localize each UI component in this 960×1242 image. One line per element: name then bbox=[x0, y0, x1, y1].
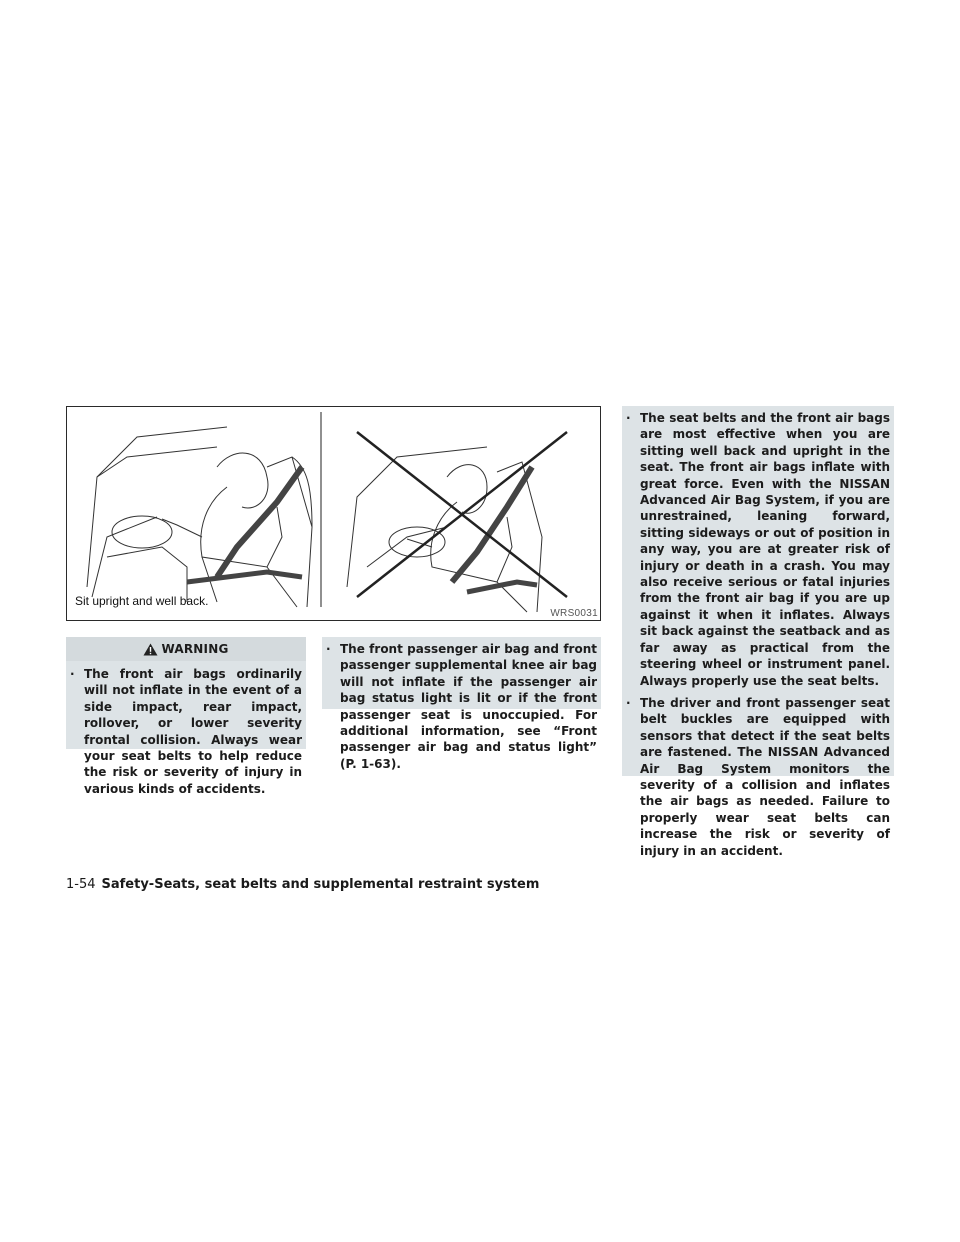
warning-box-col3 bbox=[622, 406, 894, 858]
warning-box-col1 bbox=[66, 637, 306, 796]
page-number: 1-54 bbox=[66, 877, 96, 892]
page-footer bbox=[66, 877, 539, 892]
warning-item: · The driver and front passenger seat belt buckles are equipped with sensors that detect if the seat belts are fastened. The NISSAN Advanced Air Bag System monitors the severity of a collision and inflates the air bags as needed. Failure to properly wear seat belts can increase the risk or severity of injury in an accident. bbox=[626, 695, 890, 858]
seating-illustration bbox=[66, 406, 601, 621]
warning-item: · The front air bags ordinarily will not inflate in the event of a side impact, rear impact, rollover, or lower severity frontal collision. Always wear your seat belts to help reduce the risk or severity of injury in various kinds of accidents. bbox=[70, 667, 302, 796]
warning-box-col2 bbox=[322, 637, 601, 771]
seating-drawing bbox=[67, 407, 601, 621]
figure-caption: Sit upright and well back. bbox=[75, 594, 209, 608]
section-title: Safety-Seats, seat belts and supplemental restraint system bbox=[101, 877, 540, 892]
warning-triangle-icon bbox=[143, 643, 158, 656]
warning-title: WARNING bbox=[161, 641, 229, 656]
figure-code: WRS0031 bbox=[550, 608, 598, 619]
warning-header bbox=[66, 637, 306, 661]
warning-item: · The front passenger air bag and front passenger supplemental knee air bag will not inflate if the passenger air bag status light is lit or if the front passenger seat is unoccupied. For additional information, see “Front passenger air bag and status light” (P. 1-63). bbox=[326, 642, 597, 771]
warning-item: · The seat belts and the front air bags are most effective when you are sitting well back and upright in the seat. The front air bags inflate with great force. Even with the NISSAN Advanced Air Bag System, if you are unrestrained, leaning forward, sitting sideways or out of position in any way, you are at greater risk of injury or death in a crash. You may also receive serious or fatal injuries from the front air bag if you are up against it when it inflates. Always sit back against the seatback and as far away as practical from the steering wheel or instrument panel. Always properly use the seat belts. bbox=[626, 411, 890, 688]
